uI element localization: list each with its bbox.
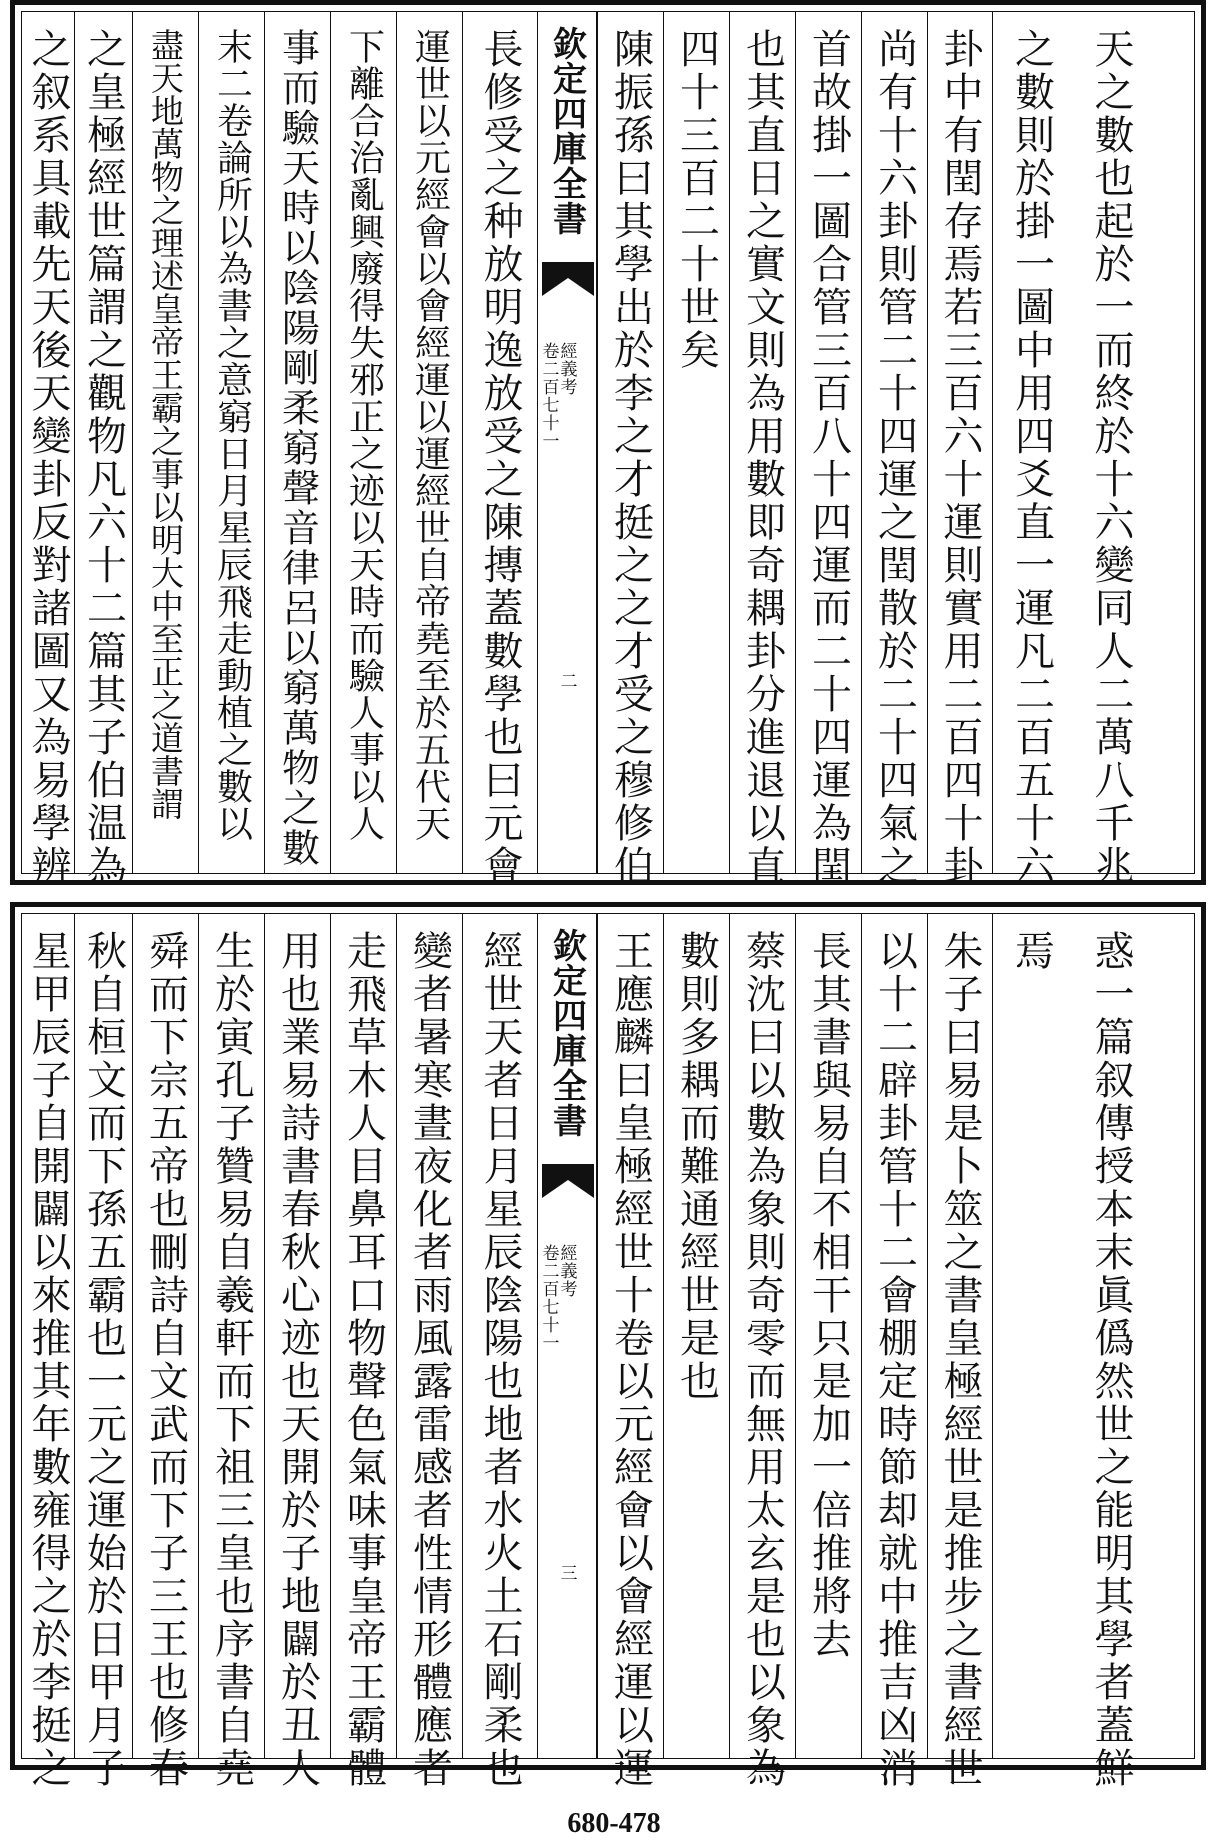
column-text: 尚有十六卦則管二十四運之閏散於二十四氣之 — [871, 28, 918, 888]
text-column — [861, 12, 927, 888]
spine-title: 欽定四庫全書 — [546, 928, 587, 1138]
column-text: 舜而下宗五帝也刪詩自文武而下子三王也修春 — [142, 930, 189, 1790]
text-column — [132, 914, 198, 1790]
column-text: 朱子曰易是卜筮之書皇極經世是推步之書經世 — [937, 930, 983, 1790]
spine-title: 欽定四庫全書 — [546, 26, 587, 236]
text-column — [597, 914, 663, 1790]
text-column — [396, 914, 462, 1790]
text-column — [74, 12, 132, 888]
column-text: 之叙系具載先天後天變卦反對諸圖又為易學辨 — [25, 28, 71, 888]
spine-book-title: 經義考 — [556, 342, 577, 396]
text-column — [264, 914, 330, 1790]
text-column — [396, 12, 462, 873]
fish-tail-ornament — [542, 262, 594, 296]
column-text: 蔡沈曰以數為象則奇零而無用太玄是也以象為 — [739, 930, 786, 1790]
text-column — [795, 914, 861, 1758]
text-column — [22, 12, 74, 888]
column-text: 天之數也起於一而終於十六變同人二萬八千兆 — [1088, 28, 1134, 888]
text-column — [198, 12, 264, 873]
column-text: 陳振孫曰其學出於李之才挺之之才受之穆修伯 — [607, 28, 654, 888]
column-text: 走飛草木人目鼻耳口物聲色氣味事皇帝王霸體 — [340, 930, 387, 1790]
text-column — [729, 12, 795, 888]
spine-book-title: 經義考 — [556, 1244, 577, 1298]
column-text: 數則多耦而難通經世是也 — [673, 930, 720, 1403]
center-spine — [537, 914, 597, 1758]
text-column — [330, 914, 396, 1790]
text-column — [927, 12, 992, 888]
top-frame — [21, 11, 1195, 888]
text-column — [729, 914, 795, 1790]
column-text: 四十三百二十世矣 — [673, 28, 720, 372]
text-column — [663, 914, 729, 1758]
column-text: 長修受之种放明逸放受之陳摶蓋數學也曰元會 — [477, 28, 523, 888]
text-column — [462, 12, 537, 888]
text-column — [132, 12, 198, 873]
column-text: 惑一篇叙傳授本末眞僞然世之能明其學者蓋鮮 — [1088, 930, 1134, 1790]
text-column — [462, 914, 537, 1790]
text-column — [992, 12, 1070, 888]
bottom-leaf — [10, 902, 1206, 1790]
fish-tail-ornament — [542, 1164, 594, 1198]
text-column — [198, 914, 264, 1790]
text-column — [795, 12, 861, 888]
column-text: 用也業易詩書春秋心迹也天開於子地闢於丑人 — [274, 930, 321, 1790]
column-text: 之皇極經世篇謂之觀物凡六十二篇其子伯温為 — [80, 28, 127, 888]
column-text: 長其書與易自不相干只是加一倍推將去 — [805, 930, 852, 1661]
bottom-frame — [21, 913, 1195, 1790]
column-text: 王應麟曰皇極經世十卷以元經會以會經運以運 — [607, 930, 654, 1790]
text-column — [330, 12, 396, 873]
column-text: 生於寅孔子贊易自羲軒而下祖三皇也序書自堯 — [208, 930, 255, 1790]
column-text: 首故掛一圖合管三百八十四運而二十四運為閏 — [805, 28, 852, 888]
column-text: 事而驗天時以陰陽剛柔窮聲音律呂以窮萬物之數 — [275, 28, 320, 868]
column-text: 星甲辰子自開闢以來推其年數雍得之於李挺之 — [25, 930, 71, 1790]
text-column — [597, 12, 663, 888]
spine-page-number: 二 — [556, 672, 577, 689]
text-column — [927, 914, 992, 1790]
text-column — [1070, 12, 1152, 888]
column-text: 焉 — [1008, 930, 1055, 973]
spine-page-number: 三 — [556, 1564, 577, 1581]
column-text: 變者暑寒晝夜化者雨風露雷感者性情形體應者 — [406, 930, 453, 1790]
spine-volume: 卷二百七十一 — [538, 1244, 559, 1352]
column-text: 秋自桓文而下孫五霸也一元之運始於日甲月子 — [80, 930, 127, 1790]
column-text: 運世以元經會以會經運以運經世自帝堯至於五代天 — [409, 28, 451, 842]
column-text: 經世天者日月星辰陰陽也地者水火土石剛柔也 — [477, 930, 523, 1790]
column-text: 之數則於掛一圖中用四爻直一運凡二百五十六 — [1008, 28, 1055, 888]
column-text: 末二卷論所以為書之意窮日月星辰飛走動植之數以 — [211, 28, 253, 842]
text-column — [861, 914, 927, 1790]
top-leaf — [10, 0, 1206, 888]
column-text: 也其直日之實文則為用數即奇耦卦分進退以直 — [739, 28, 786, 888]
text-column — [22, 914, 74, 1790]
footer-page-number: 680-478 — [567, 1808, 661, 1839]
text-column — [1070, 914, 1152, 1790]
text-column — [264, 12, 330, 873]
spine-volume: 卷二百七十一 — [538, 342, 559, 450]
center-spine — [537, 12, 597, 873]
column-text: 以十二辟卦管十二會棚定時節却就中推吉凶消 — [871, 930, 918, 1790]
column-text: 盡天地萬物之理述皇帝王霸之事以明大中至正之道書謂 — [146, 28, 185, 820]
text-column — [74, 914, 132, 1790]
text-column — [992, 914, 1070, 1758]
text-column — [663, 12, 729, 873]
column-text: 卦中有閏存焉若三百六十運則實用二百四十卦 — [937, 28, 983, 888]
column-text: 下離合治亂興廢得失邪正之迹以天時而驗人事以人 — [343, 28, 385, 842]
